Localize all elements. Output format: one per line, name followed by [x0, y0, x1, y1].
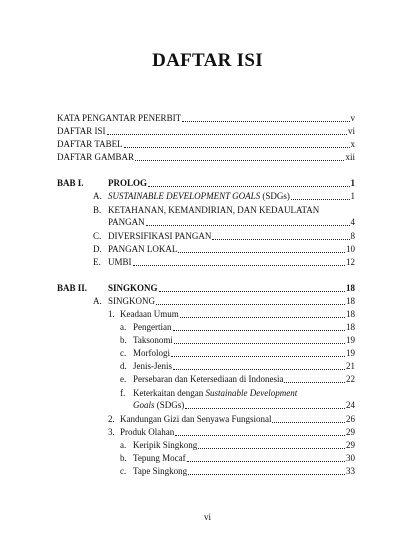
toc-entry-text: Produk Olahan	[120, 427, 175, 437]
toc-page-number: 29	[346, 427, 355, 437]
toc-entry-pangan-lokal[interactable]	[108, 244, 355, 255]
toc-entry-bab2[interactable]	[108, 283, 355, 294]
section-number: C.	[93, 231, 102, 241]
toc-page-number: 33	[346, 466, 355, 476]
item-letter: a.	[120, 440, 127, 450]
toc-entry-text: PANGAN LOKAL	[108, 244, 178, 254]
toc-entry-text: Tape Singkong	[133, 466, 188, 476]
toc-page-number: 1	[350, 178, 355, 188]
toc-entry-text: Jenis-Jenis	[133, 361, 172, 371]
dot-leader	[272, 422, 345, 423]
dot-leader	[291, 199, 350, 200]
toc-page-number: 19	[346, 335, 355, 345]
page-title: DAFTAR ISI	[152, 50, 263, 71]
toc-entry-text-italic: Goals	[133, 400, 155, 410]
subsection-number: 3.	[108, 427, 115, 437]
toc-entry-keadaan-umum[interactable]	[120, 309, 355, 320]
dot-leader	[175, 435, 345, 436]
dot-leader	[146, 225, 350, 226]
toc-page-number: 21	[346, 361, 355, 371]
dot-leader	[188, 474, 345, 475]
item-letter: e.	[120, 374, 127, 384]
toc-page-number: 12	[346, 257, 355, 267]
item-letter: c.	[120, 348, 127, 358]
page-footer-number: vi	[203, 512, 211, 522]
toc-entry-sdgs[interactable]	[108, 191, 355, 202]
dot-leader	[182, 121, 349, 122]
toc-entry-diversifikasi[interactable]	[108, 231, 355, 242]
section-number: A.	[93, 191, 102, 201]
dot-leader	[187, 461, 345, 462]
toc-entry-daftar-tabel[interactable]	[57, 139, 355, 150]
toc-entry-singkong[interactable]	[108, 296, 355, 307]
toc-entry-text-suffix: (SDGs)	[260, 191, 290, 201]
toc-entry-bab1[interactable]	[108, 178, 355, 189]
toc-entry-text: Tepung Mocaf	[133, 453, 186, 463]
dot-leader	[284, 382, 345, 383]
toc-page-number: 18	[346, 296, 355, 306]
toc-entry-text-italic: SUSTAINABLE DEVELOPMENT GOALS	[108, 191, 261, 201]
dot-leader	[148, 186, 349, 187]
toc-page-number: 8	[350, 231, 355, 241]
dot-leader	[159, 291, 345, 292]
chapter-label: BAB II.	[57, 283, 88, 293]
toc-entry-text: PANGAN	[108, 217, 145, 227]
toc-page-number: vi	[347, 126, 355, 136]
chapter-label: BAB I.	[57, 178, 84, 188]
toc-entry-text: Keripik Singkong	[133, 440, 198, 450]
toc-page-number: 18	[346, 309, 355, 319]
toc-entry-text: Morfologi	[133, 348, 170, 358]
dot-leader	[185, 408, 345, 409]
toc-entry-text: SINGKONG	[108, 283, 158, 293]
dot-leader	[171, 356, 345, 357]
item-letter: a.	[120, 322, 127, 332]
toc-page-number: 26	[346, 414, 355, 424]
toc-page-number: 29	[346, 440, 355, 450]
toc-page-number: 24	[346, 400, 355, 410]
toc-page-number: 18	[346, 322, 355, 332]
dot-leader	[124, 147, 350, 148]
toc-entry-text: Keadaan Umum	[120, 309, 179, 319]
toc-page-number: 19	[346, 348, 355, 358]
toc-entry-text-line1: Keterkaitan dengan	[133, 388, 206, 398]
section-number: B.	[93, 205, 102, 215]
toc-entry-keterkaitan-sdgs[interactable]	[133, 400, 355, 411]
section-number: D.	[93, 244, 102, 254]
toc-entry-daftar-isi[interactable]	[57, 126, 355, 137]
toc-page-number: 22	[346, 374, 355, 384]
toc-entry-keripik-singkong[interactable]	[133, 440, 355, 451]
dot-leader	[135, 160, 344, 161]
toc-entry-text-italic: Sustainable Development	[205, 388, 298, 398]
toc-page-number: v	[350, 113, 355, 123]
item-letter: c.	[120, 466, 127, 476]
toc-entry-text: DIVERSIFIKASI PANGAN	[108, 231, 212, 241]
item-letter: f.	[120, 388, 126, 398]
subsection-number: 2.	[108, 414, 115, 424]
section-number: A.	[93, 296, 102, 306]
toc-page-number: 10	[346, 244, 355, 254]
toc-entry-pengertian[interactable]	[133, 322, 355, 333]
toc-entry-text: Persebaran dan Ketersediaan di Indonesia	[133, 374, 284, 384]
dot-leader	[107, 134, 347, 135]
dot-leader	[180, 317, 345, 318]
section-number: E.	[93, 257, 101, 267]
toc-page-number: 30	[346, 453, 355, 463]
toc-entry-text: Taksonomi	[133, 335, 173, 345]
dot-leader	[212, 239, 349, 240]
toc-entry-text: Kandungan Gizi dan Senyawa Fungsional	[120, 414, 272, 424]
toc-entry-jenis-jenis[interactable]	[133, 361, 355, 372]
dot-leader	[133, 265, 345, 266]
toc-entry-umbi[interactable]	[108, 257, 355, 268]
item-letter: b.	[120, 453, 127, 463]
toc-entry-text: DAFTAR TABEL	[57, 139, 123, 149]
toc-entry-text: UMBI	[108, 257, 132, 267]
toc-entry-taksonomi[interactable]	[133, 335, 355, 346]
dot-leader	[156, 304, 345, 305]
subsection-number: 1.	[108, 309, 115, 319]
dot-leader	[173, 369, 345, 370]
toc-entry-morfologi[interactable]	[133, 348, 355, 359]
toc-entry-tepung-mocaf[interactable]	[133, 453, 355, 464]
toc-entry-persebaran[interactable]	[133, 374, 355, 385]
item-letter: d.	[120, 361, 127, 371]
toc-page-number: x	[350, 139, 355, 149]
toc-entry-kata-pengantar[interactable]	[57, 113, 355, 124]
item-letter: b.	[120, 335, 127, 345]
toc-entry-produk-olahan[interactable]	[120, 427, 355, 438]
toc-page-number: 4	[350, 217, 355, 227]
dot-leader	[173, 330, 346, 331]
dot-leader	[198, 448, 345, 449]
toc-page-number: 18	[346, 283, 355, 293]
toc-entry-text: DAFTAR GAMBAR	[57, 152, 135, 162]
toc-entry-text: SINGKONG	[108, 296, 155, 306]
toc-page-number: xii	[345, 152, 355, 162]
toc-entry-text-suffix: (SDGs)	[154, 400, 185, 410]
toc-entry-ketahanan-pangan[interactable]	[108, 217, 355, 228]
toc-entry-text: KATA PENGANTAR PENERBIT	[57, 113, 182, 123]
toc-entry-text: PROLOG	[108, 178, 148, 188]
toc-entry-text: Pengertian	[133, 322, 172, 332]
dot-leader	[174, 343, 345, 344]
toc-page-number: 1	[350, 191, 355, 201]
toc-entry-tape-singkong[interactable]	[133, 466, 355, 477]
toc-entry-text: DAFTAR ISI	[57, 126, 106, 136]
toc-entry-kandungan-gizi[interactable]	[120, 414, 355, 425]
dot-leader	[178, 252, 345, 253]
toc-entry-text-line1: KETAHANAN, KEMANDIRIAN, DAN KEDAULATAN	[108, 205, 320, 215]
toc-entry-daftar-gambar[interactable]	[57, 152, 355, 163]
